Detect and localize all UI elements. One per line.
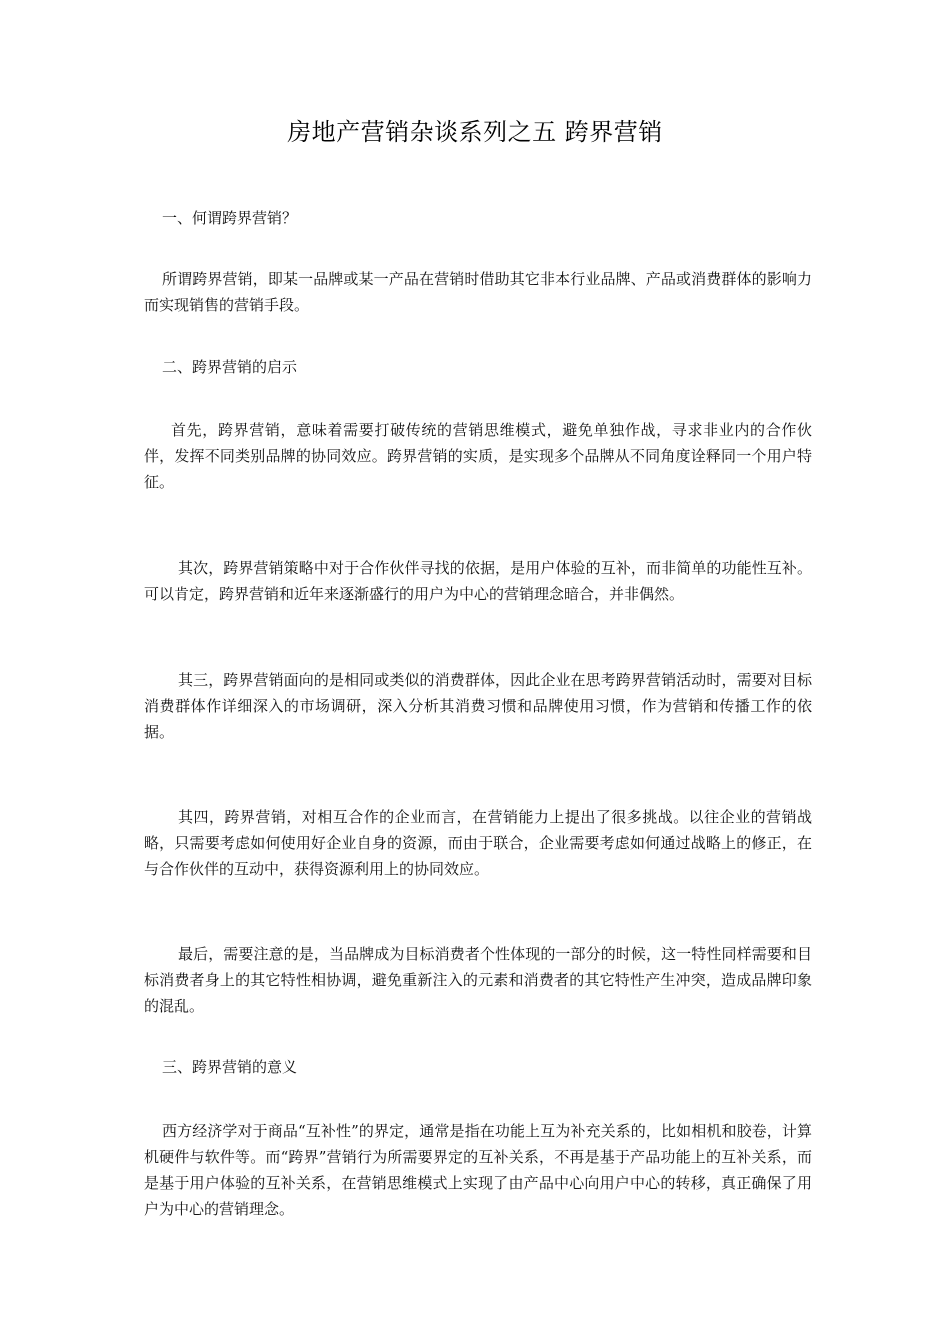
paragraph-insight-third: 其三，跨界营销面向的是相同或类似的消费群体，因此企业在思考跨界营销活动时，需要对目标消费群体作详细深入的市场调研，深入分析其消费习惯和品牌使用习惯，作为营销和传播工作的依据。: [144, 671, 812, 741]
paragraph-significance: 西方经济学对于商品“互补性”的界定，通常是指在功能上互为补充关系的，比如相机和胶卷，计算机硬件与软件等。而“跨界”营销行为所需要界定的互补关系，不再是基于产品功能上的互补关系，而是基于用户体验的互补关系，在营销思维模式上实现了由产品中心向用户中心的转移，真正确保了用户为中心的营销理念。: [144, 1122, 812, 1218]
document-title: 房地产营销杂谈系列之五 跨界营销: [287, 118, 663, 146]
section-heading-1: 一、何谓跨界营销？: [162, 209, 298, 227]
section-heading-2: 二、跨界营销的启示: [162, 358, 298, 376]
paragraph-definition: 所谓跨界营销，即某一品牌或某一产品在营销时借助其它非本行业品牌、产品或消费群体的影响力而实现销售的营销手段。: [144, 270, 812, 314]
paragraph-insight-first: 首先，跨界营销，意味着需要打破传统的营销思维模式，避免单独作战，寻求非业内的合作伙伴，发挥不同类别品牌的协同效应。跨界营销的实质，是实现多个品牌从不同角度诠释同一个用户特征。: [144, 421, 812, 491]
section-heading-3: 三、跨界营销的意义: [162, 1058, 298, 1076]
paragraph-insight-second: 其次，跨界营销策略中对于合作伙伴寻找的依据，是用户体验的互补，而非简单的功能性互补。可以肯定，跨界营销和近年来逐渐盛行的用户为中心的营销理念暗合，并非偶然。: [144, 559, 812, 603]
paragraph-insight-fourth: 其四，跨界营销，对相互合作的企业而言，在营销能力上提出了很多挑战。以往企业的营销战略，只需要考虑如何使用好企业自身的资源，而由于联合，企业需要考虑如何通过战略上的修正，在与合作伙伴的互动中，获得资源利用上的协同效应。: [144, 808, 812, 878]
paragraph-insight-last: 最后，需要注意的是，当品牌成为目标消费者个性体现的一部分的时候，这一特性同样需要和目标消费者身上的其它特性相协调，避免重新注入的元素和消费者的其它特性产生冲突，造成品牌印象的混乱。: [144, 945, 812, 1015]
